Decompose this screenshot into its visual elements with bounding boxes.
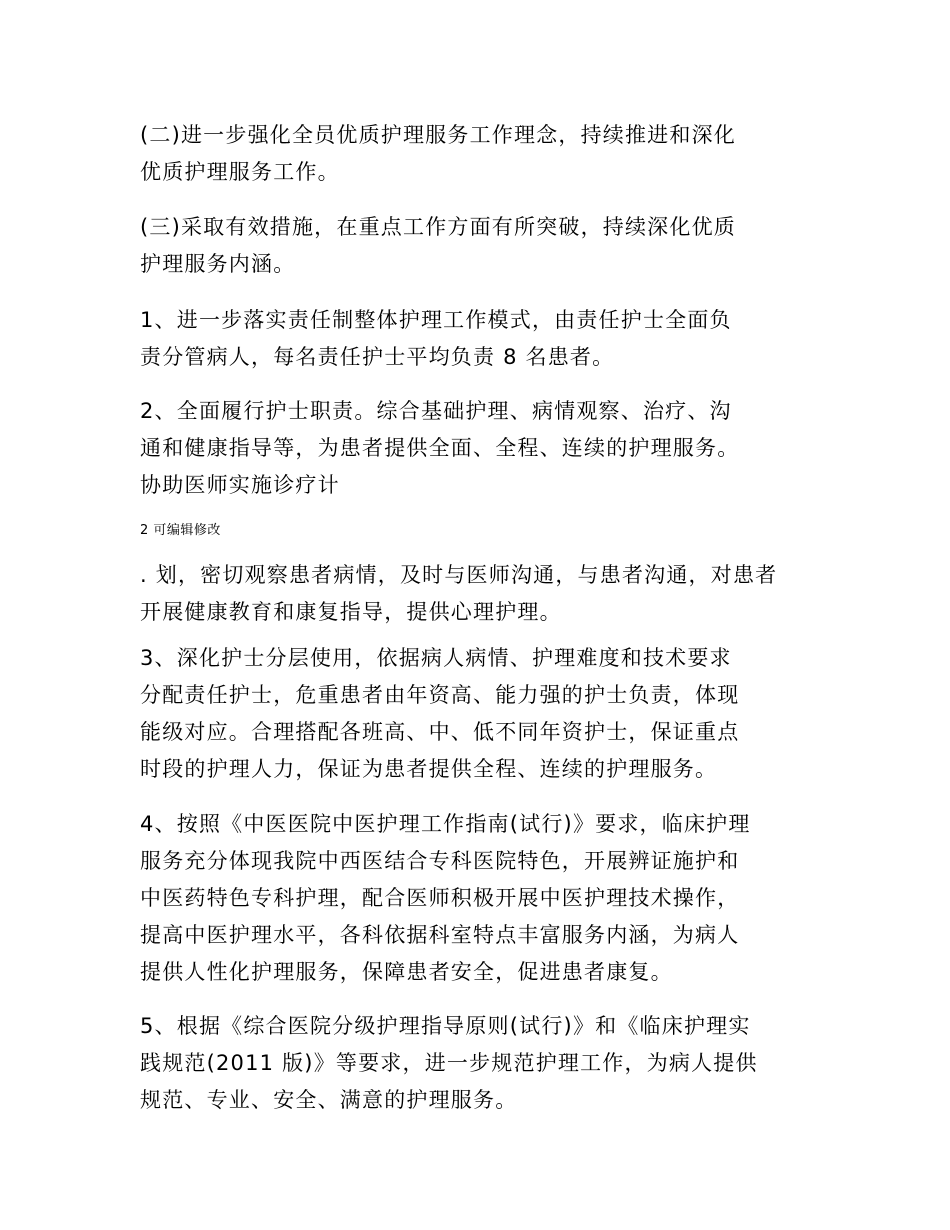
text-line: 优质护理服务工作。	[140, 160, 340, 184]
paragraph-item-5	[140, 1008, 820, 1119]
paragraph-item-4	[140, 806, 820, 991]
text-line: 提高中医护理水平，各科依据科室特点丰富服务内涵，为病人	[140, 923, 740, 947]
text-line: 开展健康教育和康复指导，提供心理护理。	[140, 600, 562, 624]
text-line: 通和健康指导等，为患者提供全面、全程、连续的护理服务。	[140, 436, 740, 460]
text-line: 2、全面履行护士职责。综合基础护理、病情观察、治疗、沟	[140, 399, 732, 423]
text-line: 提供人性化护理服务，保障患者安全，促进患者康复。	[140, 960, 673, 984]
paragraph-item-2-continued	[140, 557, 820, 631]
text-line: 能级对应。合理搭配各班高、中、低不同年资护士，保证重点	[140, 720, 740, 744]
paragraph-item-1	[140, 302, 820, 376]
text-line: 服务充分体现我院中西医结合专科医院特色，开展辨证施护和	[140, 849, 740, 873]
paragraph-item-2	[140, 393, 820, 504]
text-line: 4、按照《中医医院中医护理工作指南(试行)》要求，临床护理	[140, 812, 751, 836]
text-line: 规范、专业、安全、满意的护理服务。	[140, 1088, 518, 1112]
paragraph-section-3	[140, 209, 820, 283]
page-footer: 2 可编辑修改	[140, 523, 221, 538]
paragraph-section-2	[140, 117, 820, 191]
text-line: 3、深化护士分层使用，依据病人病情、护理难度和技术要求	[140, 646, 732, 670]
text-line: 协助医师实施诊疗计	[140, 473, 340, 497]
text-line: 践规范(2011 版)》等要求，进一步规范护理工作，为病人提供	[140, 1051, 758, 1075]
text-line: 5、根据《综合医院分级护理指导原则(试行)》和《临床护理实	[140, 1014, 751, 1038]
text-line: (三)采取有效措施，在重点工作方面有所突破，持续深化优质	[140, 215, 736, 239]
text-line: 1、进一步落实责任制整体护理工作模式，由责任护士全面负	[140, 308, 732, 332]
text-line: . 划，密切观察患者病情，及时与医师沟通，与患者沟通，对患者	[140, 563, 778, 587]
text-line: 时段的护理人力，保证为患者提供全程、连续的护理服务。	[140, 757, 718, 781]
text-line: 护理服务内涵。	[140, 252, 296, 276]
text-line: 责分管病人，每名责任护士平均负责 8 名患者。	[140, 345, 615, 369]
paragraph-item-3	[140, 640, 820, 788]
text-line: (二)进一步强化全员优质护理服务工作理念，持续推进和深化	[140, 123, 736, 147]
text-line: 分配责任护士，危重患者由年资高、能力强的护士负责，体现	[140, 683, 740, 707]
text-line: 中医药特色专科护理，配合医师积极开展中医护理技术操作，	[140, 886, 740, 910]
